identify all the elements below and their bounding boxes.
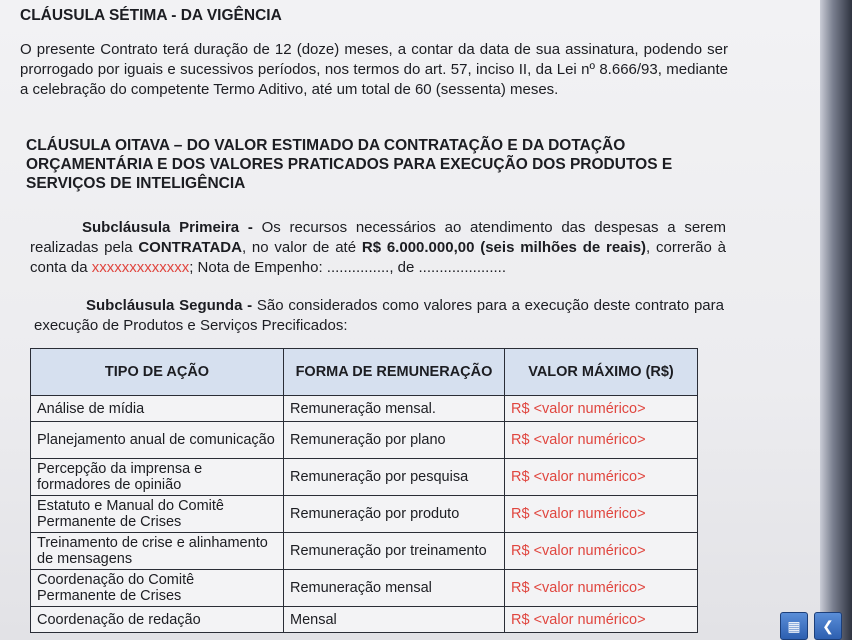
header-forma-remuneracao: FORMA DE REMUNERAÇÃO: [284, 349, 505, 396]
table-row: [31, 396, 698, 422]
pricing-table: [30, 348, 698, 633]
table-row: [31, 459, 698, 496]
cell-forma: Remuneração por treinamento: [284, 533, 505, 570]
taskbar-tray: [780, 612, 850, 640]
clause8-title-block: [26, 136, 732, 193]
cell-valor: R$ <valor numérico>: [505, 422, 698, 459]
cell-acao: Percepção da imprensa e formadores de opinião: [31, 459, 284, 496]
contract-amount: R$ 6.000.000,00 (seis milhões de reais): [361, 239, 647, 256]
contratada-term: CONTRATADA: [138, 239, 242, 256]
cell-forma: Remuneração por pesquisa: [284, 459, 505, 496]
clause7-title-block: [20, 6, 720, 25]
clause7-body-block: [20, 40, 728, 100]
cell-forma: Remuneração por plano: [284, 422, 505, 459]
header-valor-maximo: VALOR MÁXIMO (R$): [505, 349, 698, 396]
cell-valor: R$ <valor numérico>: [505, 459, 698, 496]
cell-valor: R$ <valor numérico>: [505, 396, 698, 422]
subclause-1-text-b: , no valor de até: [241, 239, 362, 256]
subclause-1: [30, 218, 726, 278]
header-tipo-acao: TIPO DE AÇÃO: [31, 349, 284, 396]
cell-acao: Coordenação do Comitê Permanente de Crises: [31, 570, 284, 607]
table-row: [31, 422, 698, 459]
subclause-1-text-a: Os recursos necessários ao atendimento das despesas a serem realizadas pela: [30, 219, 726, 256]
cell-valor: R$ <valor numérico>: [505, 496, 698, 533]
cell-forma: Remuneração mensal.: [284, 396, 505, 422]
grid-icon[interactable]: ▦: [780, 612, 808, 640]
back-arrow-icon[interactable]: ❮: [814, 612, 842, 640]
table-row: [31, 607, 698, 633]
subclause-2-text: São considerados como valores para a execução deste contrato para execução de Produtos e Serviços Precificados:: [34, 297, 724, 334]
monitor-bezel: [820, 0, 852, 640]
cell-valor: R$ <valor numérico>: [505, 607, 698, 633]
clause7-title: CLÁUSULA SÉTIMA - DA VIGÊNCIA: [20, 7, 282, 24]
cell-forma: Remuneração por produto: [284, 496, 505, 533]
cell-acao: Estatuto e Manual do Comitê Permanente de Crises: [31, 496, 284, 533]
cell-acao: Planejamento anual de comunicação: [31, 422, 284, 459]
table-row: [31, 570, 698, 607]
account-placeholder: xxxxxxxxxxxxx: [91, 259, 190, 276]
cell-forma: Remuneração mensal: [284, 570, 505, 607]
clause8-title: CLÁUSULA OITAVA – DO VALOR ESTIMADO DA CONTRATAÇÃO E DA DOTAÇÃO ORÇAMENTÁRIA E DOS VALORES PRATICADOS PARA EXECUÇÃO DOS PRODUTOS E SERVIÇOS DE INTELIGÊNCIA: [26, 137, 673, 192]
cell-valor: R$ <valor numérico>: [505, 570, 698, 607]
cell-forma: Mensal: [284, 607, 505, 633]
table-header-row: [31, 349, 698, 396]
subclause-1-label: Subcláusula Primeira -: [82, 219, 253, 236]
table-row: [31, 496, 698, 533]
cell-valor: R$ <valor numérico>: [505, 533, 698, 570]
subclause-1-text-c: , correrão à conta da: [30, 239, 726, 276]
cell-acao: Análise de mídia: [31, 396, 284, 422]
cell-acao: Treinamento de crise e alinhamento de mensagens: [31, 533, 284, 570]
subclause-1-text-d: ; Nota de Empenho: ..............., de .....................: [189, 259, 507, 276]
cell-acao: Coordenação de redação: [31, 607, 284, 633]
table-row: [31, 533, 698, 570]
clause7-body: O presente Contrato terá duração de 12 (doze) meses, a contar da data de sua assinatura, podendo ser prorrogado por iguais e sucessivos períodos, nos termos do art. 57, inciso II, da Lei nº 8.666/93, mediante a celebração do competente Termo Aditivo, até um total de 60 (sessenta) meses.: [20, 41, 728, 98]
subclause-2: [34, 296, 724, 336]
subclause-2-label: Subcláusula Segunda -: [86, 297, 253, 314]
